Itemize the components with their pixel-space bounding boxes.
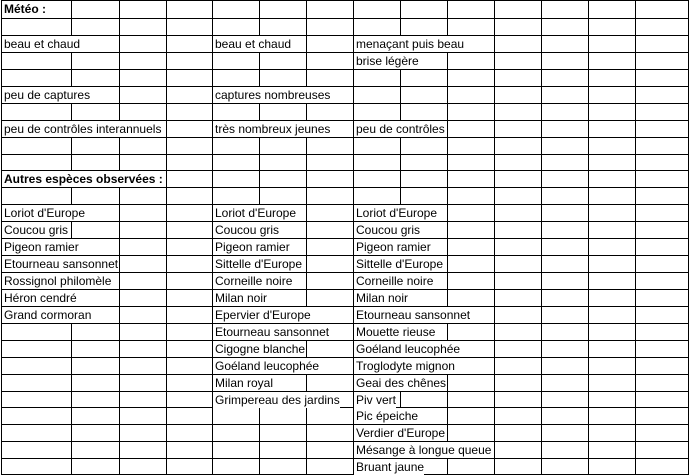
note-cell: peu de captures <box>4 88 91 102</box>
species-cell: Grand cormoran <box>4 308 92 322</box>
grid-row-line <box>1 289 689 290</box>
species-cell: Corneille noire <box>356 274 434 288</box>
grid-col-line <box>166 0 167 475</box>
species-cell: Corneille noire <box>215 274 293 288</box>
species-cell: Cigogne blanche <box>215 342 306 356</box>
grid-row-line <box>1 52 689 53</box>
species-cell: Mouette rieuse <box>356 325 436 339</box>
species-cell: Pigeon ramier <box>215 240 290 254</box>
species-cell: Piv vert <box>356 393 397 407</box>
species-cell: Milan noir <box>215 291 268 305</box>
species-cell: Goéland leucophée <box>215 359 320 373</box>
species-cell: Héron cendré <box>4 291 77 305</box>
species-cell: Verdier d'Europe <box>356 426 446 440</box>
species-cell: Grimpereau des jardins <box>215 393 340 407</box>
species-cell: Coucou gris <box>215 223 280 237</box>
grid-row-line <box>1 458 689 459</box>
grid-col-line <box>119 0 120 475</box>
species-cell: Geai des chênes <box>356 376 447 390</box>
species-cell: Loriot d'Europe <box>356 206 438 220</box>
note-cell: captures nombreuses <box>215 88 331 102</box>
species-cell: Sittelle d'Europe <box>356 257 444 271</box>
grid-row-line <box>1 137 689 138</box>
note-cell: beau et chaud <box>215 37 292 51</box>
grid-col-line <box>447 0 448 475</box>
species-cell: Etourneau sansonnet <box>356 308 471 322</box>
grid-row-line <box>1 374 689 375</box>
grid-row-line <box>1 474 689 475</box>
note-cell: très nombreux jeunes <box>215 122 331 136</box>
species-cell: Sittelle d'Europe <box>215 257 303 271</box>
note-cell: peu de contrôles interannuels <box>4 122 162 136</box>
grid-row-line <box>1 441 689 442</box>
species-cell: Coucou gris <box>356 223 421 237</box>
grid-row-line <box>1 187 689 188</box>
grid-col-line <box>688 0 689 475</box>
note-cell: menaçant puis beau <box>356 37 465 51</box>
species-cell: Goéland leucophée <box>356 342 461 356</box>
species-cell: Pic épeiche <box>356 409 419 423</box>
species-cell: Bruant jaune <box>356 460 425 474</box>
grid-row-line <box>1 0 689 1</box>
grid-row-line <box>1 18 689 19</box>
species-cell: Troglodyte mignon <box>356 359 455 373</box>
grid-row-line <box>1 35 689 36</box>
grid-row-line <box>1 306 689 307</box>
species-cell: Etourneau sansonnet <box>215 325 330 339</box>
species-cell: Rossignol philomèle <box>4 274 112 288</box>
grid-col-line <box>541 0 542 475</box>
note-cell: brise légère <box>356 54 419 68</box>
species-cell: Loriot d'Europe <box>4 206 86 220</box>
species-heading: Autres espèces observées : <box>4 172 163 186</box>
grid-row-line <box>1 340 689 341</box>
meteo-heading: Météo : <box>4 2 46 16</box>
grid-col-line <box>588 0 589 475</box>
species-cell: Epervier d'Europe <box>215 308 311 322</box>
species-cell: Mésange à longue queue <box>356 443 492 457</box>
grid-row-line <box>1 204 689 205</box>
grid-row-line <box>1 323 689 324</box>
grid-col-line <box>635 0 636 475</box>
grid-row-line <box>1 424 689 425</box>
species-cell: Coucou gris <box>4 223 69 237</box>
grid-col-line <box>494 0 495 475</box>
grid-row-line <box>1 221 689 222</box>
grid-row-line <box>1 103 689 104</box>
note-cell: beau et chaud <box>4 37 81 51</box>
grid-row-line <box>1 154 689 155</box>
grid-col-line <box>71 0 72 475</box>
grid-row-line <box>1 357 689 358</box>
species-cell: Milan noir <box>356 291 409 305</box>
species-cell: Loriot d'Europe <box>215 206 297 220</box>
note-cell: peu de contrôles <box>356 122 445 136</box>
species-cell: Pigeon ramier <box>356 240 431 254</box>
species-cell: Milan royal <box>215 376 274 390</box>
grid-row-line <box>1 391 689 392</box>
grid-row-line <box>1 238 689 239</box>
grid-row-line <box>1 407 689 408</box>
spreadsheet-grid <box>1 0 689 475</box>
grid-row-line <box>1 86 689 87</box>
species-cell: Pigeon ramier <box>4 240 79 254</box>
grid-row-line <box>1 69 689 70</box>
species-cell: Etourneau sansonnet <box>4 257 119 271</box>
